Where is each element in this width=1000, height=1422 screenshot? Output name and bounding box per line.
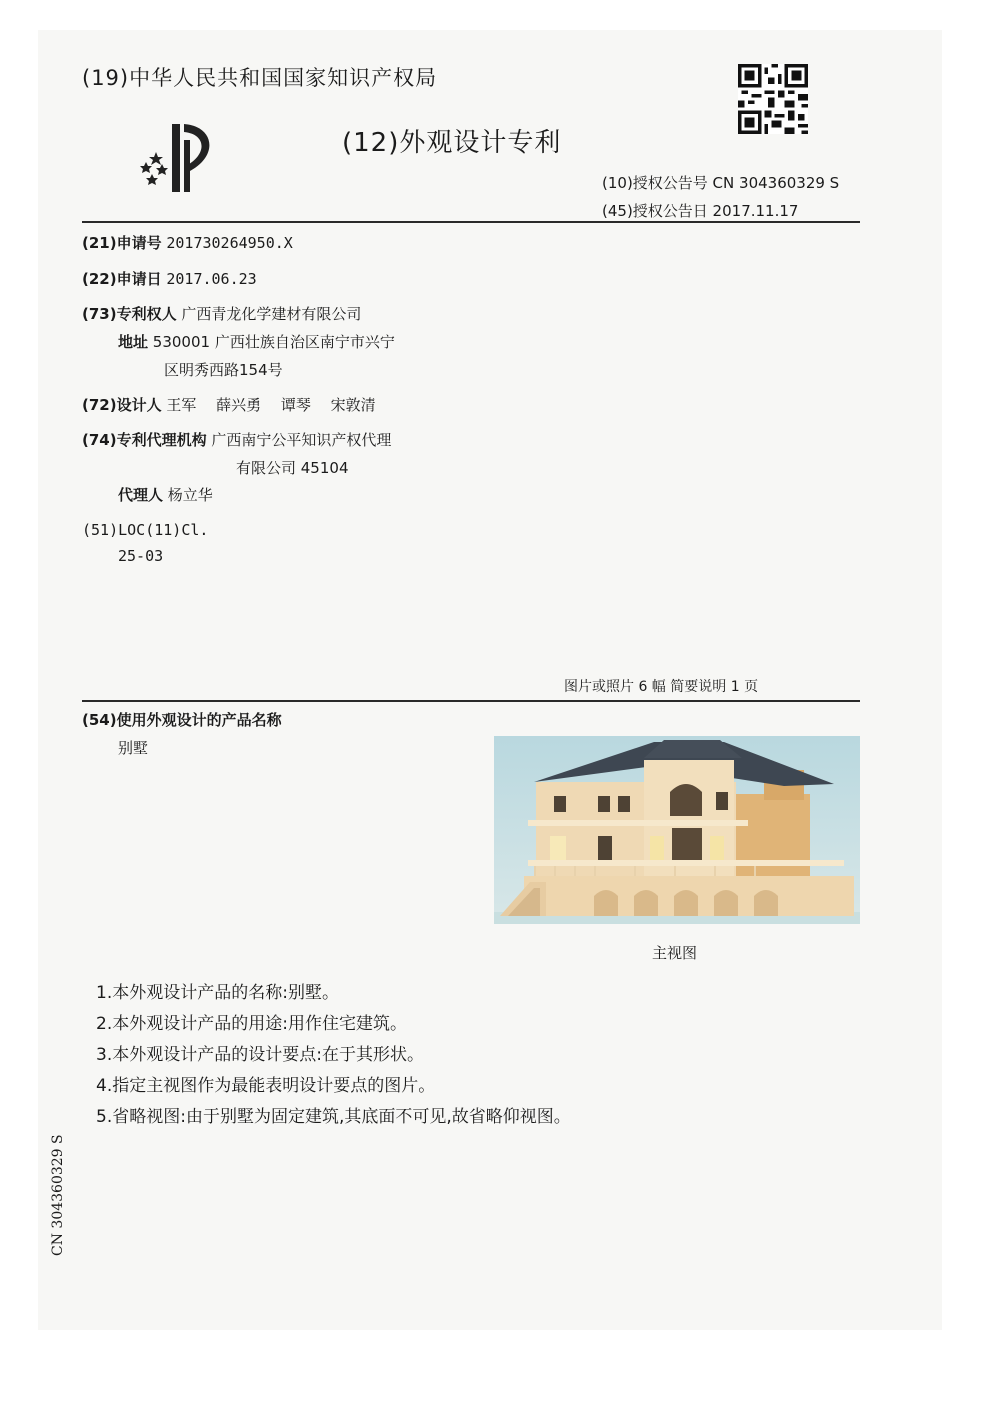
product-name-label: (54)使用外观设计的产品名称 [82, 711, 282, 729]
address-row [118, 331, 395, 352]
application-date-row [82, 268, 257, 289]
product-name-value: 别墅 [118, 739, 149, 757]
description-item: 2.本外观设计产品的用途:用作住宅建筑。 [96, 1014, 407, 1034]
address-line-2: 区明秀西路154号 [164, 361, 283, 379]
designers-label: (72)设计人 [82, 396, 162, 414]
application-number-value: 201730264950.X [166, 234, 293, 252]
loc-classification-value: 25-03 [118, 547, 164, 565]
brief-description [96, 978, 571, 1133]
patentee-value: 广西青龙化学建材有限公司 [181, 305, 362, 323]
document-type-title: (12)外观设计专利 [342, 128, 562, 158]
description-item: 3.本外观设计产品的设计要点:在于其形状。 [96, 1045, 424, 1065]
villa-front-view-image [494, 736, 860, 924]
application-number-label: (21)申请号 [82, 234, 162, 252]
side-publication-number: CN 304360329 S [50, 1134, 66, 1256]
application-date-value: 2017.06.23 [166, 270, 257, 288]
designers-row [82, 394, 376, 415]
header-divider [82, 221, 860, 223]
agency-row [82, 429, 391, 450]
application-number-row [82, 232, 293, 253]
patentee-row [82, 303, 361, 324]
office-name: (19)中华人民共和国国家知识产权局 [82, 66, 438, 90]
document-page [38, 30, 942, 1330]
description-item: 1.本外观设计产品的名称:别墅。 [96, 983, 339, 1003]
application-date-label: (22)申请日 [82, 270, 162, 288]
loc-classification-label: (51)LOC(11)Cl. [82, 521, 209, 539]
agency-line-2: 有限公司 45104 [236, 459, 349, 477]
agent-value: 杨立华 [167, 486, 213, 504]
figure-caption: 主视图 [652, 944, 698, 962]
agent-row [118, 484, 213, 505]
patentee-label: (73)专利权人 [82, 305, 177, 323]
pictures-summary: 图片或照片 6 幅 简要说明 1 页 [564, 679, 759, 695]
agency-label: (74)专利代理机构 [82, 431, 207, 449]
address-label: 地址 [118, 333, 149, 351]
summary-divider [82, 700, 860, 702]
agency-line-1: 广西南宁公平知识产权代理 [211, 431, 392, 449]
description-item: 4.指定主视图作为最能表明设计要点的图片。 [96, 1076, 436, 1096]
designers-value: 王军 薛兴勇 谭琴 宋敦清 [166, 396, 376, 414]
publication-date: (45)授权公告日 2017.11.17 [602, 202, 799, 220]
qr-code-icon [738, 64, 808, 134]
agent-label: 代理人 [118, 486, 164, 504]
description-item: 5.省略视图:由于别墅为固定建筑,其底面不可见,故省略仰视图。 [96, 1107, 571, 1127]
publication-number: (10)授权公告号 CN 304360329 S [602, 174, 840, 192]
address-line-1: 530001 广西壮族自治区南宁市兴宁 [152, 333, 395, 351]
cnipa-logo-icon [128, 120, 224, 196]
